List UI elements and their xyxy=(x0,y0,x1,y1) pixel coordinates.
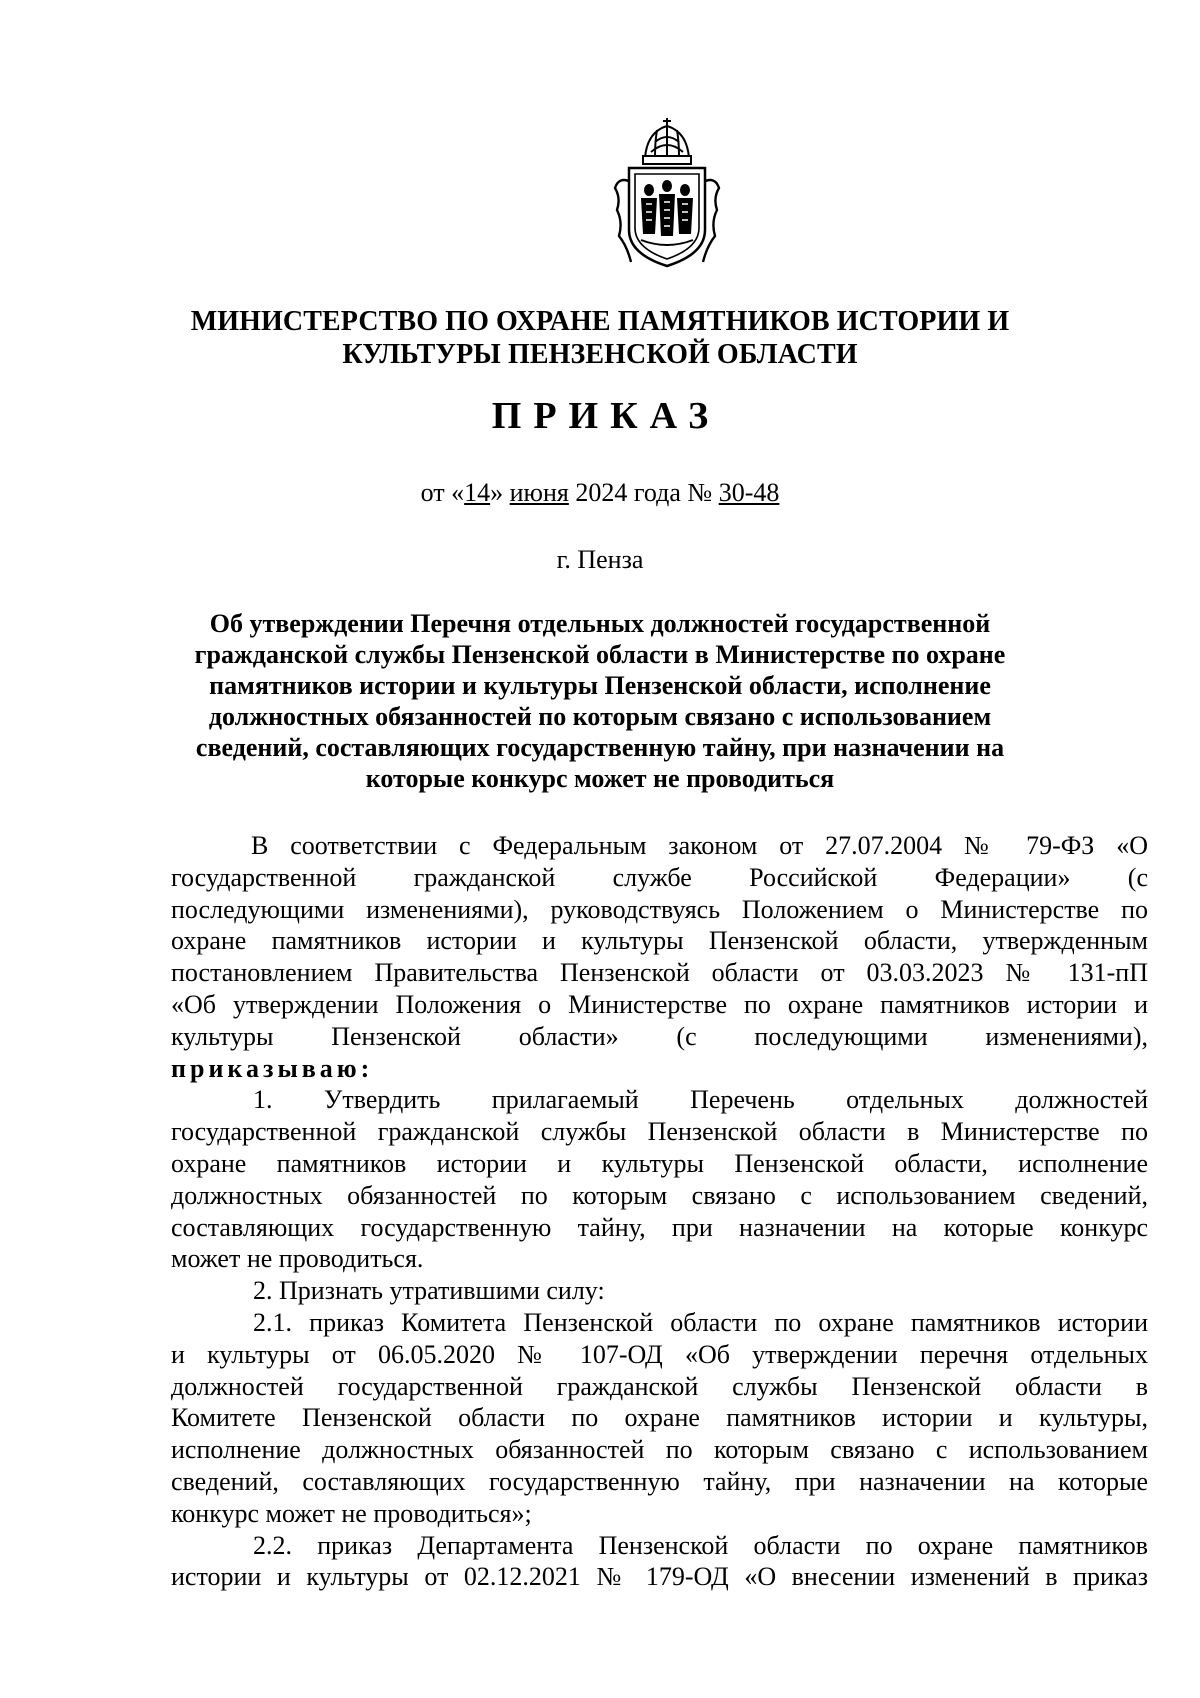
body-line: 2.1. приказ Комитета Пензенской области по охране памятников истории xyxy=(253,1307,1148,1337)
order-year: 2024 года № xyxy=(568,478,719,507)
body-line: государственной гражданской службы Пензенской области в Министерстве по xyxy=(171,1117,1148,1147)
subject-line: должностных обязанностей по которым связано с использованием xyxy=(208,702,992,731)
body-line: 1. Утвердить прилагаемый Перечень отдельных должностей xyxy=(253,1085,1148,1115)
subject-line: Об утверждении Перечня отдельных должностей государственной xyxy=(209,609,991,638)
body-line: должностных обязанностей по которым связано с использованием сведений, xyxy=(171,1180,1148,1210)
body-line: постановлением Правительства Пензенской области от 03.03.2023 № 131-пП xyxy=(171,958,1148,988)
subject-line: памятников истории и культуры Пензенской области, исполнение xyxy=(209,671,991,700)
body-line: 2. Признать утратившими силу: xyxy=(253,1276,605,1306)
body-line: составляющих государственную тайну, при назначении на которые конкурс xyxy=(171,1212,1148,1242)
body-line: должностей государственной гражданской службы Пензенской области в xyxy=(171,1371,1148,1401)
body-line: В соответствии с Федеральным законом от 27.07.2004 № 79-ФЗ «О xyxy=(251,831,1148,860)
body-line: «Об утверждении Положения о Министерстве по охране памятников истории и xyxy=(171,989,1148,1019)
body-line: государственной гражданской службе Российской Федерации» (с xyxy=(171,862,1148,892)
order-directive: приказываю: xyxy=(171,1053,374,1083)
body-line: конкурс может не проводиться»; xyxy=(171,1498,532,1528)
order-number: 30-48 xyxy=(718,478,780,507)
order-body xyxy=(171,830,1148,1593)
order-date-number xyxy=(0,477,1200,508)
order-date-mid: » xyxy=(490,478,510,507)
body-line: и культуры от 06.05.2020 № 107-ОД «Об утверждении перечня отдельных xyxy=(171,1339,1148,1369)
body-line: последующими изменениями), руководствуясь Положением о Министерстве по xyxy=(171,894,1148,924)
coat-of-arms-icon xyxy=(611,112,723,270)
body-line: сведений, составляющих государственную тайну, при назначении на которые xyxy=(171,1466,1148,1496)
ministry-name-line-1: МИНИСТЕРСТВО ПО ОХРАНЕ ПАМЯТНИКОВ ИСТОРИИ И xyxy=(190,306,1010,337)
body-line: исполнение должностных обязанностей по которым связано с использованием xyxy=(171,1435,1148,1465)
subject-line: которые конкурс может не проводиться xyxy=(365,764,835,793)
body-line: 2.2. приказ Департамента Пензенской области по охране памятников xyxy=(253,1530,1148,1560)
body-line: Комитете Пензенской области по охране памятников истории и культуры, xyxy=(171,1403,1148,1433)
body-line: может не проводиться. xyxy=(171,1244,424,1274)
order-date-prefix: от « xyxy=(420,478,465,507)
order-city: г. Пенза xyxy=(556,545,644,574)
body-line: охране памятников истории и культуры Пензенской области, утвержденным xyxy=(171,926,1148,956)
body-line: истории и культуры от 02.12.2021 № 179-ОД «О внесении изменений в приказ xyxy=(171,1562,1148,1592)
order-month: июня xyxy=(509,478,569,507)
body-line: культуры Пензенской области» (с последующими изменениями), xyxy=(171,1021,1148,1051)
ministry-name-line-2: КУЛЬТУРЫ ПЕНЗЕНСКОЙ ОБЛАСТИ xyxy=(342,339,858,370)
subject-line: гражданской службы Пензенской области в Министерстве по охране xyxy=(194,640,1006,669)
document-type-title: ПРИКАЗ xyxy=(491,395,721,437)
subject-line: сведений, составляющих государственную тайну, при назначении на xyxy=(195,733,1005,762)
order-day: 14 xyxy=(464,478,491,507)
body-line: охране памятников истории и культуры Пензенской области, исполнение xyxy=(171,1148,1148,1178)
